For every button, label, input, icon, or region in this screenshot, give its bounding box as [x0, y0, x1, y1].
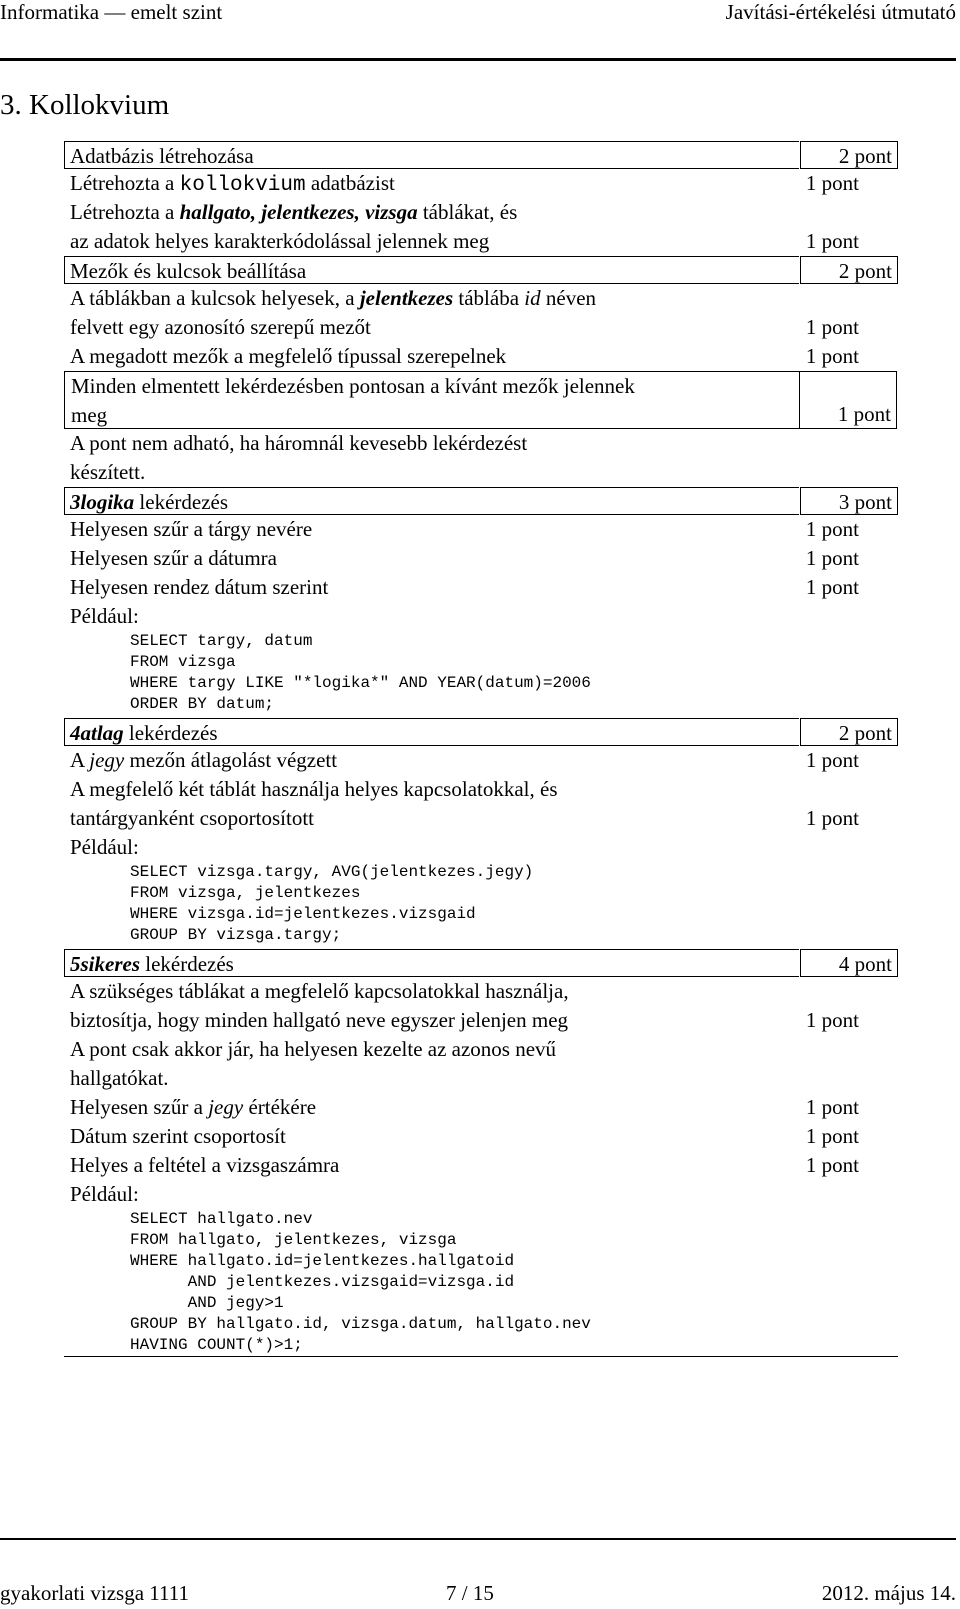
- s1-line1: Létrehozta a kollokvium adatbázist 1 pont: [70, 171, 859, 197]
- s4-points: 3 pont: [800, 487, 898, 515]
- s6-line1: A szükséges táblákat a megfelelő kapcsolatokkal használja,: [70, 979, 569, 1003]
- sql-line: FROM vizsga, jelentkezes: [130, 884, 361, 902]
- sql-line: AND jelentkezes.vizsgaid=vizsga.id: [130, 1273, 515, 1291]
- s2-heading: Mezők és kulcsok beállítása 2 pont: [64, 256, 799, 284]
- footer-page-number: 7 / 15: [446, 1581, 494, 1605]
- s4-item: Helyesen szűr a dátumra 1 pont: [70, 546, 859, 570]
- sql-line: WHERE targy LIKE "*logika*" AND YEAR(datum)=2006: [130, 674, 591, 692]
- s5-heading: 4atlag lekérdezés 2 pont: [64, 718, 799, 746]
- sql-line: FROM vizsga: [130, 653, 236, 671]
- s5-line3: tantárgyanként csoportosított 1 pont: [70, 806, 859, 830]
- sql-line: ORDER BY datum;: [130, 695, 275, 713]
- sql-line: HAVING COUNT(*)>1;: [130, 1336, 303, 1354]
- s3-points: 1 pont: [799, 371, 897, 429]
- sql-line: WHERE hallgato.id=jelentkezes.hallgatoid: [130, 1252, 515, 1270]
- s2-line3: A megadott mezők a megfelelő típussal szerepelnek 1 pont: [70, 344, 859, 368]
- s2-line1: A táblákban a kulcsok helyesek, a jelentkezes táblába id néven: [70, 286, 597, 310]
- s5-line1: A jegy mezőn átlagolást végzett 1 pont: [70, 748, 859, 772]
- s6-heading: 5sikeres lekérdezés 4 pont: [64, 949, 799, 977]
- s6-example-label: Például:: [70, 1182, 139, 1206]
- s6-line2: biztosítja, hogy minden hallgató neve egyszer jelenjen meg 1 pont: [70, 1008, 859, 1032]
- s5-example-label: Például:: [70, 835, 139, 859]
- s4-sql-code: [64, 631, 898, 715]
- sql-line: AND jegy>1: [130, 1294, 284, 1312]
- sql-line: FROM hallgato, jelentkezes, vizsga: [130, 1231, 457, 1249]
- s5-points: 2 pont: [800, 718, 898, 746]
- s5-line2: A megfelelő két táblát használja helyes kapcsolatokkal, és: [70, 777, 558, 801]
- s4-heading: 3logika lekérdezés 3 pont: [64, 487, 799, 515]
- s6-line3: A pont csak akkor jár, ha helyesen kezelte az azonos nevű: [70, 1037, 557, 1061]
- footer-date: 2012. május 14.: [821, 1581, 956, 1605]
- footer-left: gyakorlati vizsga 1111: [0, 1581, 189, 1605]
- footer-rule: [0, 1538, 956, 1540]
- s4-item: Helyesen rendez dátum szerint 1 pont: [70, 575, 859, 599]
- s3-block: Minden elmentett lekérdezésben pontosan a kívánt mezők jelennek meg 1 pont A pont nem adható, ha háromnál kevesebb lekérdezést készített.: [64, 371, 898, 487]
- s1-line3: az adatok helyes karakterkódolással jelennek meg 1 pont: [70, 229, 859, 253]
- sql-line: SELECT hallgato.nev: [130, 1210, 313, 1228]
- header-right: Javítási-értékelési útmutató: [725, 0, 956, 24]
- s1-line2: Létrehozta a hallgato, jelentkezes, vizsga táblákat, és: [70, 200, 518, 224]
- scoring-table: [64, 141, 898, 1357]
- s4-example-label: Például:: [70, 604, 139, 628]
- s6-line4: hallgatókat.: [70, 1066, 169, 1090]
- sql-line: GROUP BY vizsga.targy;: [130, 926, 342, 944]
- s6-line5: Helyesen szűr a jegy értékére 1 pont: [70, 1095, 859, 1119]
- header-left: Informatika — emelt szint: [0, 0, 223, 24]
- s1-points: 2 pont: [800, 141, 898, 169]
- sql-line: SELECT vizsga.targy, AVG(jelentkezes.jegy): [130, 863, 534, 881]
- s5-sql-code: [64, 862, 898, 946]
- s6-line7: Helyes a feltétel a vizsgaszámra 1 pont: [70, 1153, 859, 1177]
- s2-points: 2 pont: [800, 256, 898, 284]
- section-title: 3. Kollokvium: [0, 89, 170, 121]
- s6-line6: Dátum szerint csoportosít 1 pont: [70, 1124, 859, 1148]
- header-rule: [0, 58, 956, 61]
- sql-line: WHERE vizsga.id=jelentkezes.vizsgaid: [130, 905, 476, 923]
- s6-points: 4 pont: [800, 949, 898, 977]
- s1-heading: Adatbázis létrehozása 2 pont: [64, 141, 799, 169]
- s4-item: Helyesen szűr a tárgy nevére 1 pont: [70, 517, 859, 541]
- sql-line: GROUP BY hallgato.id, vizsga.datum, hallgato.nev: [130, 1315, 591, 1333]
- s4-items: [64, 515, 898, 602]
- table-bottom-rule: [64, 1356, 898, 1357]
- s6-sql-code: [64, 1209, 898, 1356]
- s2-line2: felvett egy azonosító szerepű mezőt 1 pont: [70, 315, 859, 339]
- sql-line: SELECT targy, datum: [130, 632, 313, 650]
